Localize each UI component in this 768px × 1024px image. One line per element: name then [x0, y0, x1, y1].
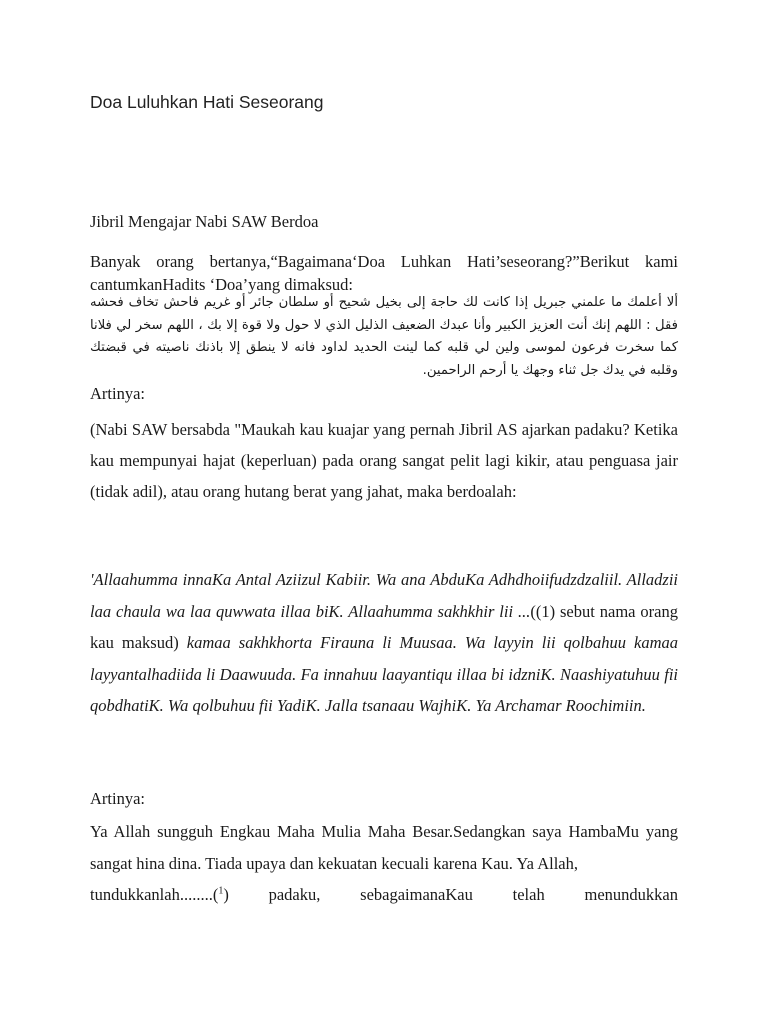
arabic-prayer-text: ألا أعلمك ما علمني جبريل إذا كانت لك حاجة إلى بخيل شحيح أو سلطان جائر أو غريم فاحش تخاف فحشه فقل : اللهم إنك أنت العزيز الكبير وأنا عبدك الضعيف الذليل الذي لا حول ولا قوة إلا بك ، اللهم سخر لي فلانا كما سخرت فرعون لموسى ولين لي قلبه كما لينت الحديد لداود فانه لا ينطق إلا باذنك ناصيته في قبضتك وقلبه في يدك جل ثناء وجهك يا أرحم الراحمين.: [90, 295, 678, 378]
meaning-word-1: tundukkanlah........($^1$): [90, 885, 229, 904]
meaning-word-3: sebagaimanaKau: [360, 885, 473, 904]
latin-part-1: 'Allaahumma innaKa Antal Aziizul Kabiir. Wa ana AbduKa Adhdhoiifudzdzaliil. Alladzii laa chaula wa laa quwwata illaa biK. Allaahumma sakhkhir lii ...: [90, 570, 678, 621]
intro-paragraph: Banyak orang bertanya,“Bagaimana‘Doa Luhkan Hati’seseorang?”Berikut kami cantumkanHadits ‘Doa’yang dimaksud:: [90, 252, 678, 294]
meaning-word-5: menundukkan: [584, 885, 678, 904]
artinya-label-2: Artinya:: [90, 789, 145, 808]
hadith-translation-paragraph: (Nabi SAW bersabda "Maukah kau kuajar yang pernah Jibril AS ajarkan padaku? Ketika kau mempunyai hajat (keperluan) pada orang sangat pelit lagi kikir, atau penguasa jair (tidak adil), atau orang hutang berat yang jahat, maka berdoalah:: [90, 420, 678, 501]
meaning-main-text: Ya Allah sungguh Engkau Maha Mulia Maha Besar.Sedangkan saya HambaMu yang sangat hina dina. Tiada upaya dan kekuatan kecuali karena Kau. Ya Allah,: [90, 822, 678, 873]
latin-transliteration-paragraph: [90, 564, 678, 722]
latin-note: ((1) sebut nama orang kau maksud): [90, 601, 678, 652]
latin-part-2: kamaa sakhkhorta Firauna li Muusaa. Wa layyin lii qolbahuu kamaa layyantalhadiida li Daawuuda. Fa innahuu laayantiqu illaa bi idzniK. Naashiyatuhuu fii qobdhatiK. Wa qolbuhuu fii YadiK. Jalla tsanaau WajhiK. Ya Archamar Roochimiin.: [90, 633, 678, 715]
document-title: Doa Luluhkan Hati Seseorang: [90, 92, 324, 112]
meaning-word-4: telah: [512, 885, 545, 904]
meaning-paragraph: [90, 816, 678, 911]
artinya-label-1: Artinya:: [90, 384, 145, 403]
meaning-last-line: [90, 879, 678, 911]
subheading: Jibril Mengajar Nabi SAW Berdoa: [90, 212, 319, 231]
meaning-word-2: padaku,: [268, 885, 321, 904]
